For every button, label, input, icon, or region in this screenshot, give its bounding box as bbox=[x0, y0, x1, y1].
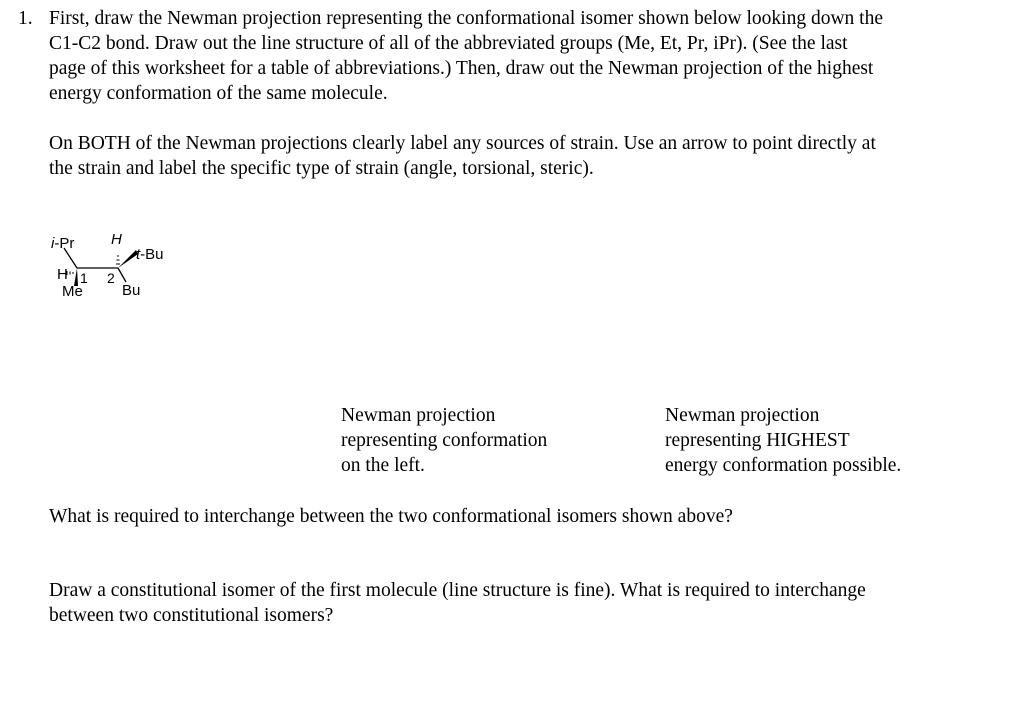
hashed-bond-h-left bbox=[67, 271, 73, 275]
interchange-line: What is required to interchange between the two conformational isomers shown above? bbox=[49, 506, 733, 527]
strain-line: the strain and label the specific type of strain (angle, torsional, steric). bbox=[49, 158, 594, 179]
question-1-text bbox=[49, 6, 1009, 106]
ipr-label: i-Pr bbox=[51, 235, 75, 252]
question-line: energy conformation of the same molecule. bbox=[49, 83, 388, 104]
question-line: page of this worksheet for a table of abbreviations.) Then, draw out the Newman projection of the highest bbox=[49, 58, 874, 79]
h-top-label: H bbox=[111, 231, 122, 248]
c1-label: 1 bbox=[80, 270, 88, 286]
caption-left-line: Newman projection bbox=[341, 405, 496, 426]
interchange-question bbox=[49, 504, 1009, 529]
bond-c2-bu bbox=[118, 268, 126, 282]
c2-label: 2 bbox=[107, 270, 115, 286]
question-line: First, draw the Newman projection representing the conformational isomer shown below looking down the bbox=[49, 8, 883, 29]
constitutional-line: Draw a constitutional isomer of the first molecule (line structure is fine). What is required to interchange bbox=[49, 580, 866, 601]
caption-left bbox=[341, 403, 611, 478]
question-number: 1. bbox=[18, 8, 33, 29]
constitutional-line: between two constitutional isomers? bbox=[49, 605, 334, 626]
caption-right-line: energy conformation possible. bbox=[665, 455, 902, 476]
me-label: Me bbox=[62, 283, 83, 300]
caption-right bbox=[665, 403, 965, 478]
strain-instruction bbox=[49, 131, 1009, 181]
hashed-bond-h-top bbox=[116, 256, 120, 264]
caption-left-line: representing conformation bbox=[341, 430, 548, 451]
strain-line: On BOTH of the Newman projections clearly label any sources of strain. Use an arrow to point directly at bbox=[49, 133, 876, 154]
tbu-label: t-Bu bbox=[136, 246, 164, 263]
h-left-label: H bbox=[57, 266, 68, 283]
molecule-structure bbox=[40, 228, 190, 308]
caption-right-line: representing HIGHEST bbox=[665, 430, 850, 451]
caption-left-line: on the left. bbox=[341, 455, 425, 476]
question-line: C1-C2 bond. Draw out the line structure of all of the abbreviated groups (Me, Et, Pr, iPr). (See the last bbox=[49, 33, 848, 54]
caption-right-line: Newman projection bbox=[665, 405, 820, 426]
constitutional-isomer-question bbox=[49, 578, 1009, 628]
wedge-bond-tbu bbox=[118, 250, 138, 268]
bu-label: Bu bbox=[122, 282, 141, 299]
